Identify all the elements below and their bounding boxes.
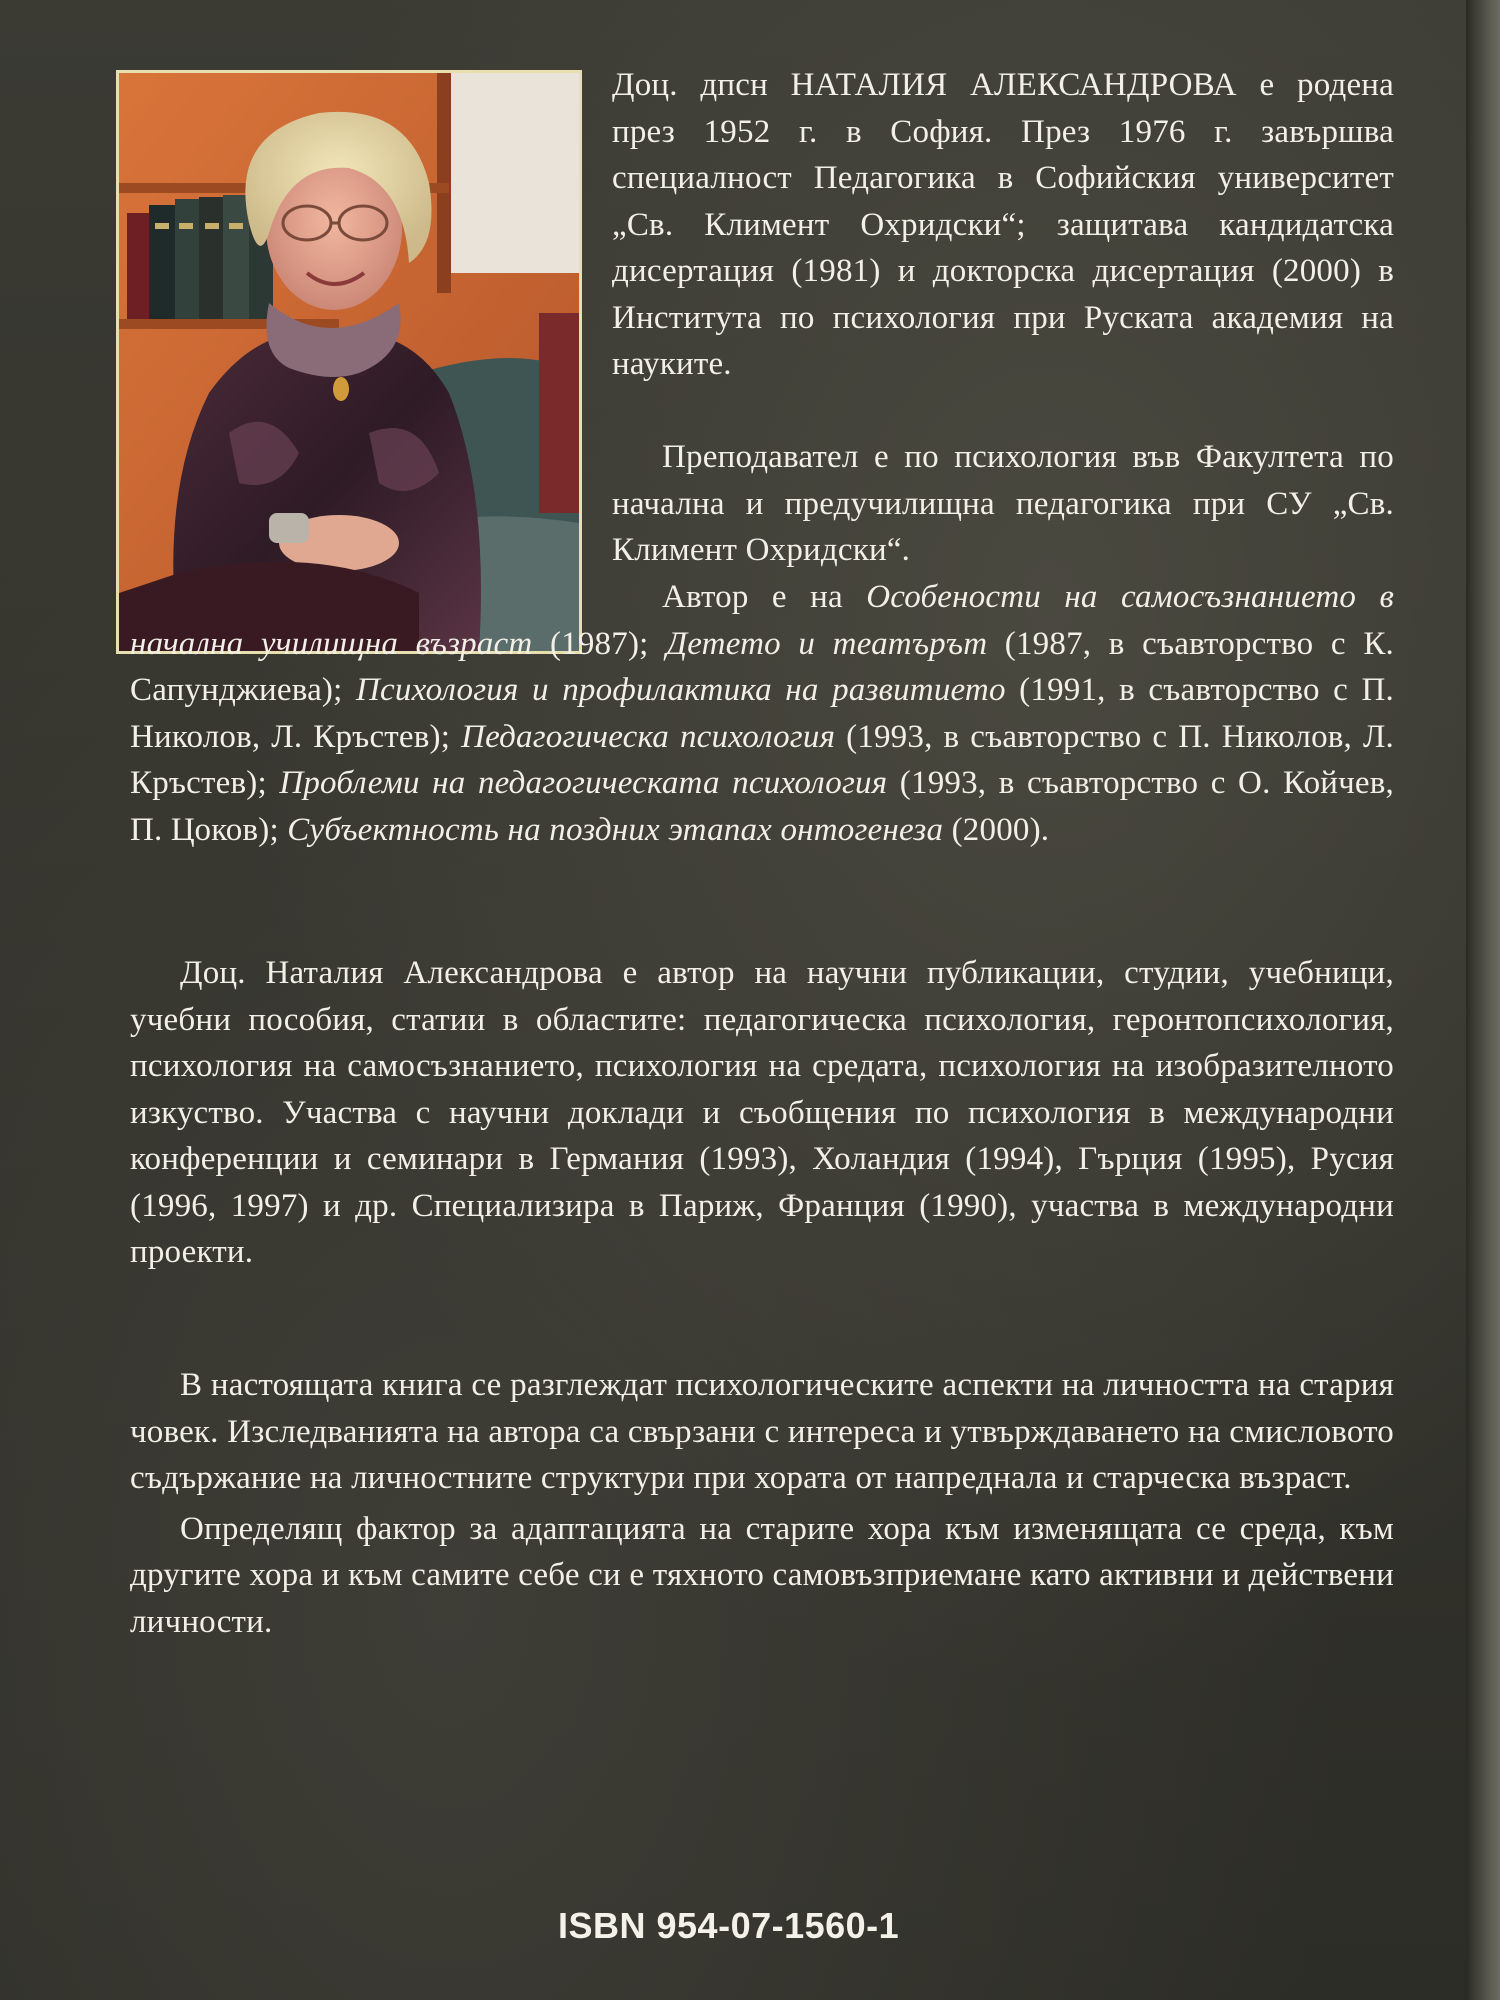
book-annotation [130, 1362, 1394, 1645]
book-note-5: (1993, в съавторство с О. Койчев, П. Цоков); [130, 765, 1395, 848]
author-bio-teaching [612, 434, 1394, 574]
book-note-3: (1991, в съавторство с П. Николов, Л. Кръстев); [130, 672, 1395, 755]
isbn-number: ISBN 954-07-1560-1 [558, 1905, 900, 1946]
bio-paragraph-3 [130, 574, 1394, 853]
book-note-1: (1987); [532, 625, 667, 662]
annotation-paragraph-1: В настоящата книга се разглеждат психологическите аспекти на личността на стария човек. Изследванията на автора са свързани с интереса и утвърждаването на смисловото съдържание на личностните структури при хората от напреднала и старческа възраст. [130, 1367, 1394, 1496]
book-title-3: Психология и профилактика на развитието [356, 672, 1006, 708]
cover-edge [1466, 0, 1500, 2000]
book-note-2: (1987, в съавторство с К. Сапунджиева); [130, 625, 1394, 708]
annotation-paragraph-2: Определящ фактор за адаптацията на старите хора към изменящата се среда, към другите хора и към самите себе си е тяхното самовъзприемане като активни и действени личности. [130, 1510, 1394, 1640]
book-note-4: (1993, в съавторство с П. Николов, Л. Кръстев); [130, 718, 1394, 801]
book-title-1: Особености на самосъзнанието в начална училищна възраст [130, 579, 1394, 662]
bio-paragraph-4: Доц. Наталия Александрова е автор на научни публикации, студии, учебници, учебни пособия, статии в областите: педагогическа психология, геронтопсихология, психология на самосъзнанието, психология на средата, психология на изобразителното изкуство. Участва с научни доклади и съобщения по психология в международни конференции и семинари в Германия (1993), Холандия (1994), Гърция (1995), Русия (1996, 1997) и др. Специализира в Париж, Франция (1990), участва в международни проекти. [130, 955, 1394, 1270]
works-lead: Автор е на [662, 579, 867, 615]
author-bio-intro [612, 62, 1394, 388]
bio-paragraph-1: Доц. дпсн НАТАЛИЯ АЛЕКСАНДРОВА е родена през 1952 г. в София. През 1976 г. завършва специалност Педагогика в Софийския университет „Св. Климент Охридски“; защитава кандидатска дисертация (1981) и докторска дисертация (2000) в Института по психология при Руската академия на науките. [612, 67, 1394, 382]
book-title-4: Педагогическа психология [461, 718, 836, 755]
book-title-6: Субъектность на поздних этапах онтогенеза [287, 811, 944, 848]
bio-paragraph-2: Преподавател е по психология във Факултета по начална и предучилищна педагогика при СУ „Св. Климент Охридски“. [612, 439, 1394, 568]
author-activities [130, 950, 1394, 1276]
author-works-list [130, 574, 1394, 853]
book-note-6: (2000). [943, 811, 1050, 848]
author-photo [116, 70, 582, 654]
book-title-2: Детето и театърът [666, 625, 988, 662]
book-title-5: Проблеми на педагогическата психология [279, 765, 888, 801]
author-portrait-image [119, 73, 579, 651]
